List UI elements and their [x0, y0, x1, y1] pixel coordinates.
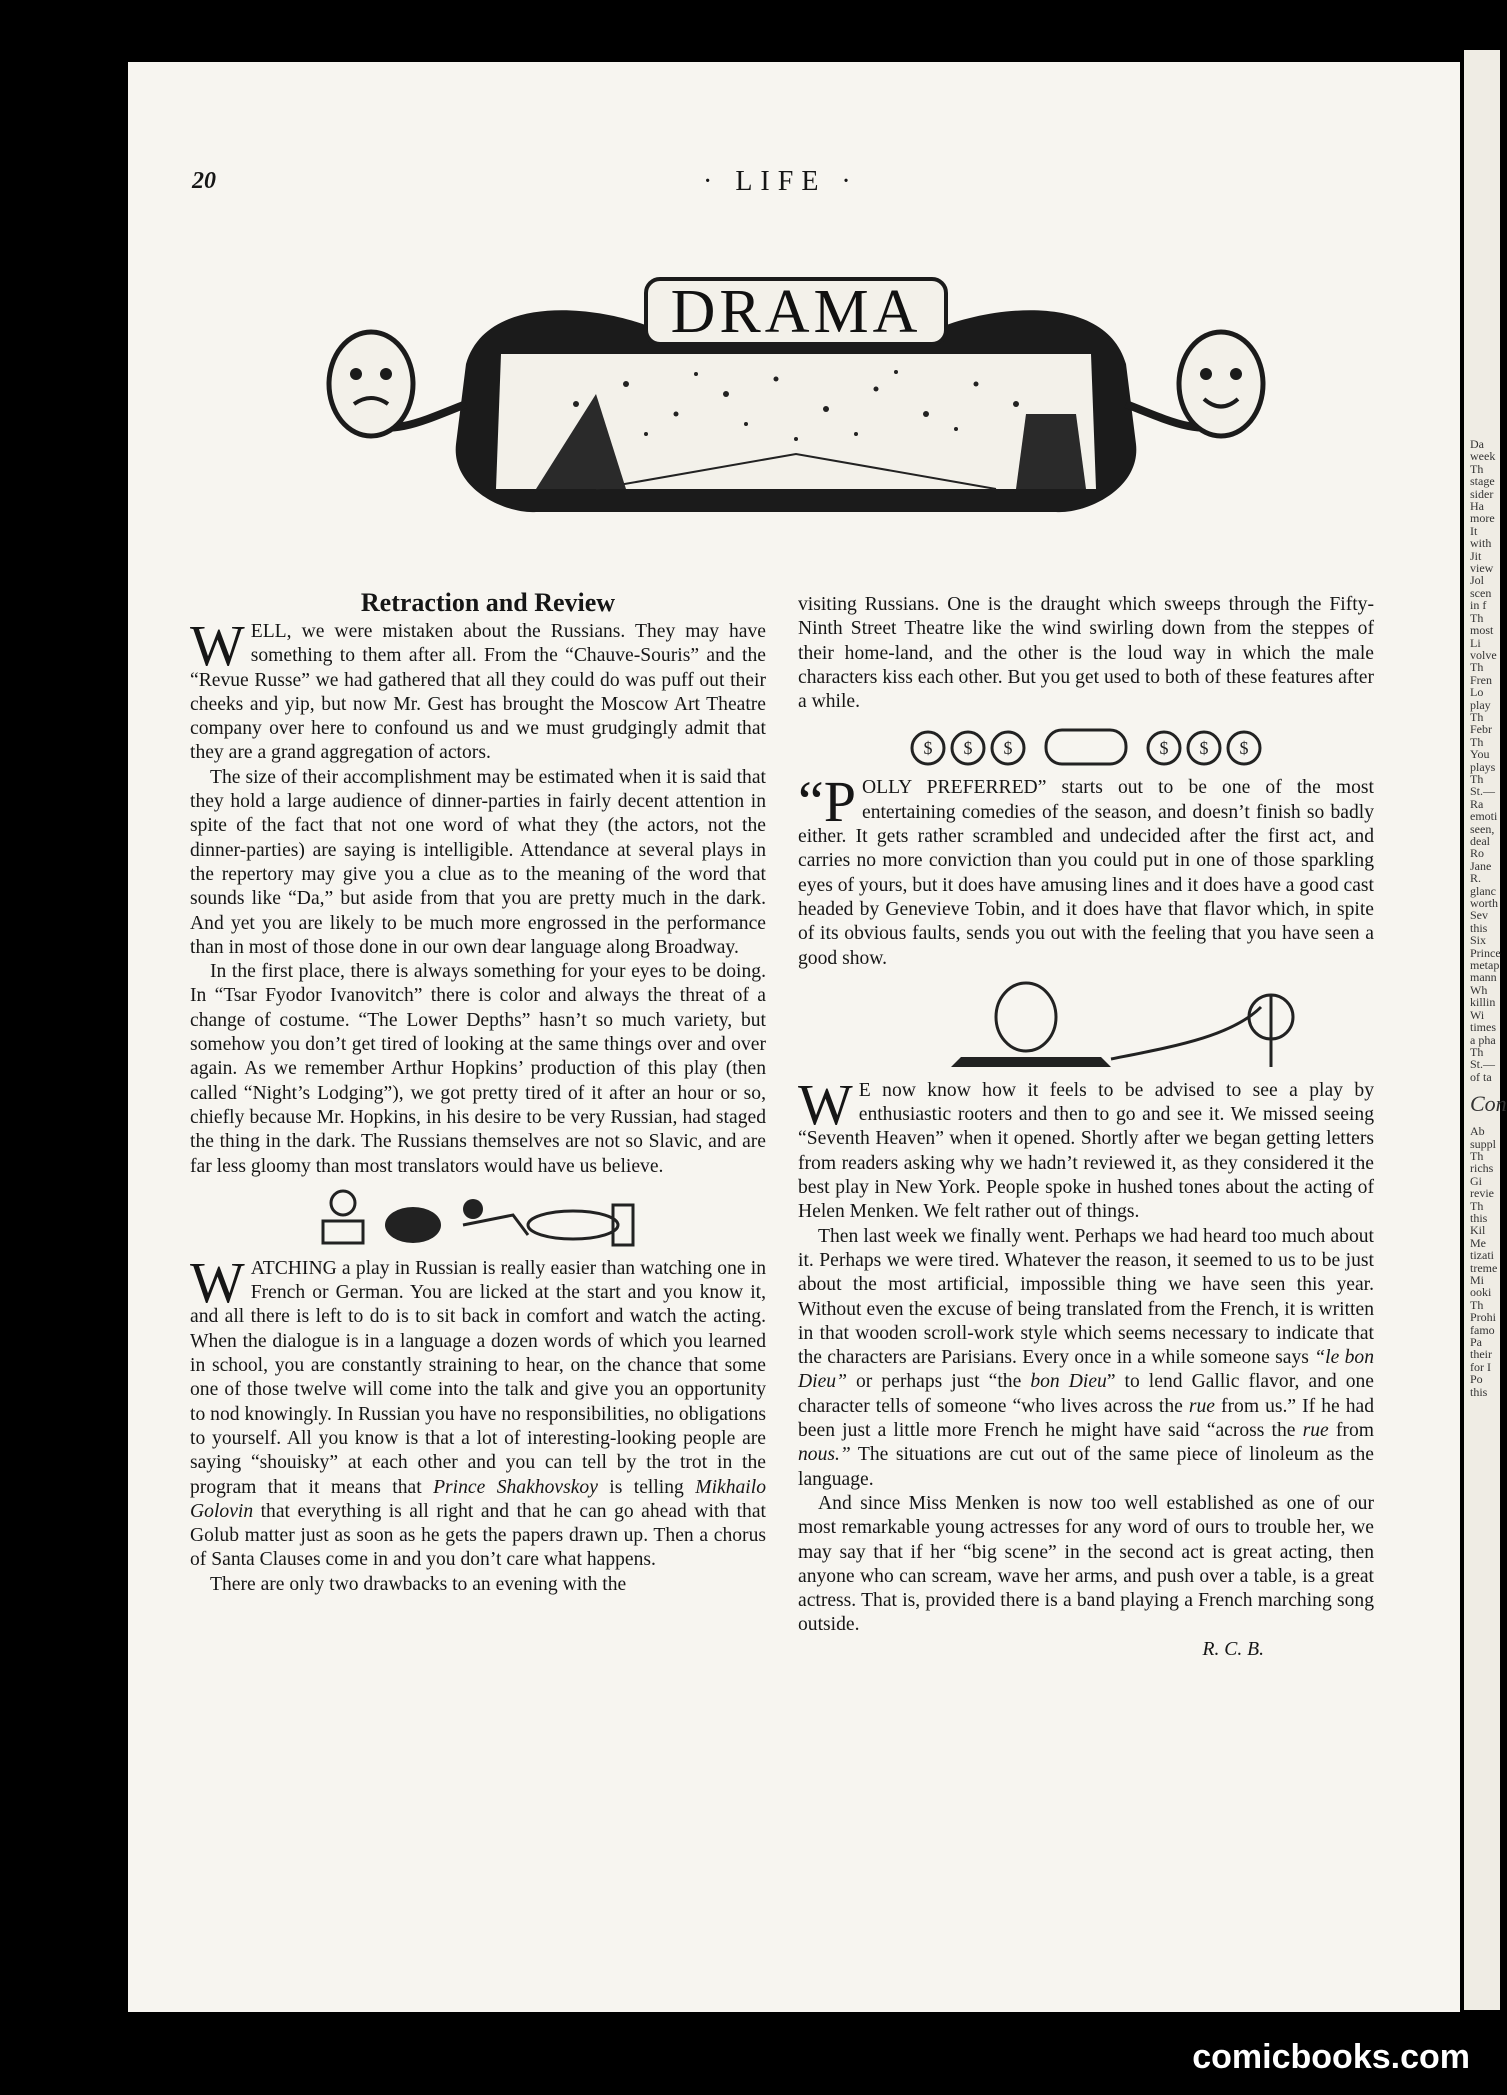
strip-line: St.— — [1470, 1057, 1496, 1072]
strip-line: this — [1470, 1210, 1488, 1225]
strip-line: Lo — [1470, 685, 1484, 700]
strip-line: glanc — [1470, 883, 1496, 898]
drop-cap: W — [798, 1071, 853, 1137]
strip-line: Wi — [1470, 1007, 1485, 1022]
strip-line: this — [1470, 920, 1488, 935]
drop-cap: “P — [798, 769, 856, 835]
adjacent-page-edge — [1464, 50, 1507, 2010]
strip-line: Th — [1470, 771, 1484, 786]
site-watermark: comicbooks.com — [1192, 2038, 1470, 2076]
strip-line: Sev — [1470, 908, 1488, 923]
strip-line: this — [1470, 1384, 1488, 1399]
strip-line: St.— — [1470, 784, 1496, 799]
strip-line: Ha — [1470, 499, 1484, 514]
strip-line: play — [1470, 697, 1491, 712]
strip-line: deal — [1470, 834, 1490, 848]
paragraph: And since Miss Menken is now too well established as one of our most remarkable young actresses for any word of ours to trouble her, we may say that if her “big scene” in the second act is great acting, then anyone who can scream, wave her arms, and push over a table, is a great actress. That is, provided there is a band playing a French marching song outside. — [798, 1492, 1374, 1636]
svg-text:$: $ — [1199, 738, 1209, 759]
paragraph: WATCHING a play in Russian is really easier than watching one in French or German. You are licked at the start and you know it, and all there is left to do is to sit back in comfort and watch the acting. When the dialogue is in a language a dozen words of which you learned in school, you are constantly straining to hear, on the chance that some one of those twelve will come into the talk and give you an opportunity to nod knowingly. In Russian you have no responsibilities, no obligations to yourself. All you know is that a lot of interesting-looking people are saying “shouisky” at each other and you can tell by the trot in the program that it means that Prince Shakhovskoy is telling Mikhailo Golovin that everything is all right and that he can go ahead with that Golub matter just as soon as he gets the papers drawn up. Then a chorus of Santa Clauses come in and you don’t care what happens. — [190, 1249, 766, 1571]
paragraph: Then last week we finally went. Perhaps we had heard too much about it. Perhaps we were tired. Whatever the reason, it seemed to us to be just about the most artificial, impossible thing we have seen this year. Without even the excuse of being translated from the French, it is written in that wooden scroll-work style which seems necessary to indicate that the characters are Parisians. Every once in a while someone says “le bon Dieu” or perhaps just “the bon Dieu” to lend Gallic flavor, and one character tells of someone “who lives across the rue from us.” If he had been just a little more French he might have said “across the rue from nous.” The situations are cut out of the same piece of linoleum as the language. — [798, 1225, 1374, 1490]
strip-line: Prince — [1470, 945, 1501, 960]
strip-line: Gi — [1470, 1173, 1482, 1188]
strip-line: Jane — [1470, 858, 1492, 873]
svg-text:$: $ — [963, 738, 973, 759]
paragraph: “POLLY PREFERRED” starts out to be one of the most entertaining comedies of the season, and doesn’t finish so badly either. It gets rather scrambled and undecided after the first act, and carries no more conviction than you could put in one of those sparkling eyes of yours, but it does have amusing lines and it does have a good cast headed by Genevieve Tobin, and it does have that flavor which, in spite of its obvious faults, sends you out with the feeling that you have seen a good show. — [798, 769, 1374, 969]
strip-line: Fren — [1470, 672, 1492, 687]
strip-line: You — [1470, 747, 1490, 762]
strip-line: Th — [1470, 1297, 1484, 1312]
strip-line: Me — [1470, 1235, 1486, 1250]
strip-line: their — [1470, 1347, 1492, 1362]
strip-line: ooki — [1470, 1285, 1492, 1300]
strip-line: Th — [1470, 709, 1484, 724]
strip-line: R. — [1470, 871, 1482, 886]
strip-line: Con — [1470, 1091, 1507, 1117]
strip-line: Th — [1470, 1198, 1484, 1213]
paragraph: visiting Russians. One is the draught which sweeps through the Fifty-Ninth Street Theatre like the wind swirling down from the steppes of their home-land, and the other is the loud way in which the male characters kiss each other. But you get used to both of these features after a while. — [798, 594, 1374, 713]
author-signature: R. C. B. — [1202, 1638, 1264, 1660]
strip-line: It — [1470, 523, 1478, 538]
strip-line: Th — [1470, 1044, 1484, 1059]
strip-line: Ro — [1470, 846, 1485, 861]
strip-line: seen, — [1470, 821, 1495, 836]
strip-line: mann — [1470, 970, 1497, 985]
article-column-left — [190, 586, 766, 1597]
strip-line: more — [1470, 511, 1495, 526]
strip-line: suppl — [1470, 1136, 1497, 1151]
strip-line: worth — [1470, 896, 1498, 911]
masthead: · LIFE · — [703, 166, 859, 197]
strip-line: famo — [1470, 1322, 1495, 1337]
strip-line: treme — [1470, 1260, 1498, 1275]
strip-line: emoti — [1470, 809, 1498, 824]
strip-line: with — [1470, 536, 1492, 551]
paragraph: WELL, we were mistaken about the Russians. They may have something to them after all. From the “Chauve-Souris” and the “Revue Russe” we had gathered that all they could do was puff out their cheeks and yip, but now Mr. Gest has brought the Moscow Art Theatre company over here to confound us and we must grudgingly admit that they are a grand aggregation of actors. — [190, 613, 766, 764]
strip-line: for I — [1470, 1359, 1491, 1374]
strip-line: Th — [1470, 461, 1484, 476]
strip-line: Ra — [1470, 796, 1484, 811]
strip-line: volve — [1470, 647, 1497, 662]
adjacent-page-text — [1470, 437, 1507, 1399]
strip-line: of ta — [1470, 1069, 1492, 1084]
banner-title: DRAMA — [670, 278, 922, 346]
strip-line: scen — [1470, 585, 1492, 600]
strip-line: Febr — [1470, 722, 1492, 737]
strip-line: week — [1470, 449, 1496, 464]
strip-line: times — [1470, 1020, 1496, 1035]
strip-line: killin — [1470, 995, 1496, 1010]
svg-text:$: $ — [923, 738, 933, 759]
svg-text:$: $ — [1239, 738, 1249, 759]
strip-line: richs — [1470, 1161, 1494, 1176]
strip-line: Kil — [1470, 1223, 1486, 1238]
strip-line: Li — [1470, 635, 1481, 650]
strip-line: metap — [1470, 958, 1500, 973]
paragraph: The size of their accomplishment may be estimated when it is said that they hold a large audience of dinner-parties in fairly decent attention in spite of the fact that not one word of what they (the actors, not the dinner-parties) are saying is intelligible. Attendance at several plays in the repertory may give you a clue as to the meaning of the word that sounds like “Da,” but aside from that you are pretty much in the dark. And yet you are likely to be much more engrossed in the performance than in most of those done in our own dear language along Broadway. — [190, 766, 766, 958]
strip-line: Jit — [1470, 548, 1482, 563]
strip-line: Pa — [1470, 1335, 1482, 1350]
page-number: 20 — [192, 168, 216, 194]
strip-line: Prohi — [1470, 1310, 1497, 1325]
strip-line: Th — [1470, 610, 1484, 625]
strip-line: tizati — [1470, 1248, 1494, 1263]
strip-line: a pha — [1470, 1032, 1496, 1047]
strip-line: Th — [1470, 734, 1484, 749]
drop-cap: W — [190, 613, 245, 678]
svg-text:$: $ — [1159, 738, 1169, 759]
cartoon-figure-ornament — [851, 977, 1321, 1073]
svg-text:$: $ — [1003, 738, 1013, 759]
strip-line: sider — [1470, 486, 1494, 501]
strip-line: in f — [1470, 598, 1487, 613]
paragraph: There are only two drawbacks to an evening with the — [210, 1573, 627, 1595]
strip-line: stage — [1470, 474, 1495, 489]
strip-line: Mi — [1470, 1273, 1485, 1287]
strip-line: Po — [1470, 1372, 1483, 1387]
paragraph: In the first place, there is always something for your eyes to be doing. In “Tsar Fyodor Ivanovitch” there is color and always the threat of a change of costume. “The Lower Depths” hasn’t so much variety, but somehow you don’t get tired of looking at the same things over and over again. As we remember Arthur Hopkins’ production of this play (then called “Night’s Lodging”), we got pretty tired of it after an hour or so, chiefly because Mr. Hopkins, in his desire to be very Russian, had staged the thing in the dark. The Russians themselves are not so Slavic, and are far less gloomy than most translators would have us believe. — [190, 961, 766, 1177]
money-bag-ornament — [906, 720, 1266, 770]
magazine-page — [128, 62, 1460, 2012]
article-title: Retraction and Review — [360, 588, 616, 617]
strip-line: Six — [1470, 933, 1487, 948]
paragraph: W E now know how it feels to be advised to see a play by enthusiastic rooters and then to go and see it. We missed seeing “Seventh Heaven” when it opened. Shortly after we began getting letters from readers asking why we hadn’t reviewed it, as they considered it the best play in New York. People spoke in hushed tones about the acting of Helen Menken. We felt rather out of things. — [798, 1071, 1374, 1223]
strip-line: most — [1470, 623, 1494, 638]
strip-line: Th — [1470, 1148, 1484, 1163]
strip-line: plays — [1470, 759, 1496, 774]
drop-cap: W — [190, 1249, 245, 1315]
article-column-right — [798, 593, 1374, 1662]
strip-line: revie — [1470, 1186, 1494, 1201]
strip-line: Wh — [1470, 982, 1488, 997]
strip-line: Jol — [1470, 573, 1485, 588]
strip-line: Ab — [1470, 1124, 1485, 1139]
drama-banner-illustration — [296, 274, 1296, 554]
strip-line: view — [1470, 561, 1494, 576]
cartoon-ornament — [313, 1185, 643, 1251]
strip-line: Th — [1470, 660, 1484, 675]
strip-line: Da — [1470, 437, 1484, 451]
